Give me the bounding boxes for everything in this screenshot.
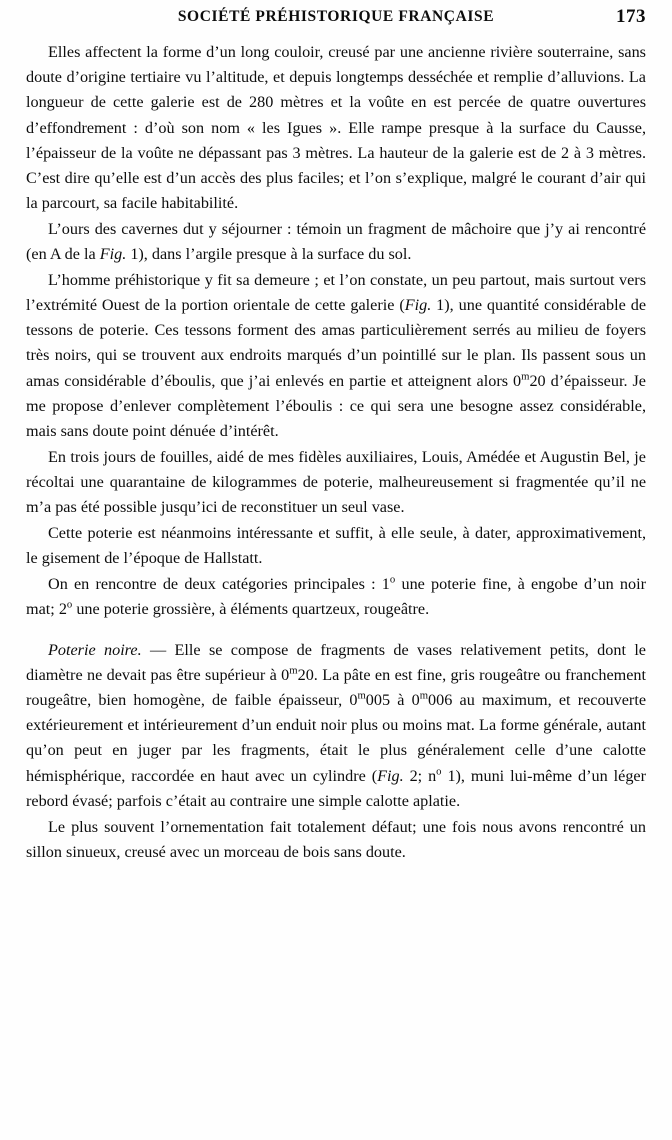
paragraph-4: En trois jours de fouilles, aidé de mes fidèles auxiliaires, Louis, Amédée et Augustin Bel, je récoltai une quarantaine de kilogrammes de poterie, malheureusement si fragmentée qu’il ne m’a pas été possible jusqu’ici de reconstituer un seul vase. (26, 447, 646, 517)
page-header (26, 6, 646, 36)
running-head-title: SOCIÉTÉ PRÉHISTORIQUE FRANÇAISE (177, 8, 495, 25)
figure-reference: Fig. (377, 766, 404, 785)
paragraph-3: L’homme préhistorique y fit sa demeure ; et l’on constate, un peu partout, mais surtout vers l’extrémité Ouest de la portion orientale de cette galerie (Fig. 1), une quantité considérable de tessons de poterie. Ces tessons forment des amas particulièrement serrés au milieu de foyers très noirs, qui se trouvent aux endroits marqués d’un pointillé sur le plan. Ils passent sous un amas considérable d’éboulis, que j’ai enlevés en partie et atteignent alors 0$^m$20 d’épaisseur. Je me propose d’enlever complètement l’éboulis : ce qui sera une besogne assez considérable, mais sans doute point dénuée d’intérêt. (26, 270, 647, 441)
paragraph-5: Cette poterie est néanmoins intéressante et suffit, à elle seule, à dater, approximativement, le gisement de l’époque de Hallstatt. (26, 523, 646, 568)
body-text (26, 40, 646, 865)
figure-reference: Fig. (404, 296, 432, 315)
subsection-heading: Poterie noire. (48, 640, 142, 659)
paragraph-7: Poterie noire. — Elle se compose de fragments de vases relativement petits, dont le diamètre ne devait pas être supérieur à 0$^m$20. La pâte en est fine, gris rougeâtre ou franchement rougeâtre, bien homogène, de faible épaisseur, 0$^m$005 à 0$^m$006 au maximum, et recouverte extérieurement et intérieurement d’un enduit noir plus ou moins mat. La forme générale, autant qu’on peut en juger par les fragments, était le plus généralement celle d’une calotte hémisphérique, raccordée en haut avec un cylindre (Fig. 2; $n^o$ 1), muni lui-même d’un léger rebord évasé; parfois c’était au contraire une simple calotte aplatie. (26, 640, 647, 810)
page-number: 173 (616, 6, 646, 27)
paragraph-6: On en rencontre de deux catégories principales : 1$^o$ une poterie fine, à engobe d’un noir mat; 2$^o$ une poterie grossière, à éléments quartzeux, rougeâtre. (26, 573, 646, 618)
paragraph-1: Elles affectent la forme d’un long couloir, creusé par une ancienne rivière souterraine, sans doute d’origine tertiaire vu l’altitude, et depuis longtemps desséchée et remplie d’alluvions. La longueur de cette galerie est de 280 mètres et la voûte en est percée de quatre ouvertures d’effondrement : d’où son nom « les Igues ». Elle rampe presque à la surface du Causse, l’épaisseur de la voûte ne dépassant pas 3 mètres. La hauteur de la galerie est de 2 à 3 mètres. C’est dire qu’elle est d’un accès des plus faciles; et l’on s’explique, malgré le courant d’air qui la parcourt, sa facile habitabilité. (26, 43, 646, 213)
section-separator (26, 623, 646, 638)
paragraph-2: L’ours des cavernes dut y séjourner : témoin un fragment de mâchoire que j’y ai rencontré (en A de la Fig. 1), dans l’argile presque à la surface du sol. (26, 219, 646, 264)
paragraph-8: Le plus souvent l’ornementation fait totalement défaut; une fois nous avons rencontré un sillon sinueux, creusé avec un morceau de bois sans doute. (26, 817, 646, 861)
figure-reference: Fig. (99, 245, 127, 264)
